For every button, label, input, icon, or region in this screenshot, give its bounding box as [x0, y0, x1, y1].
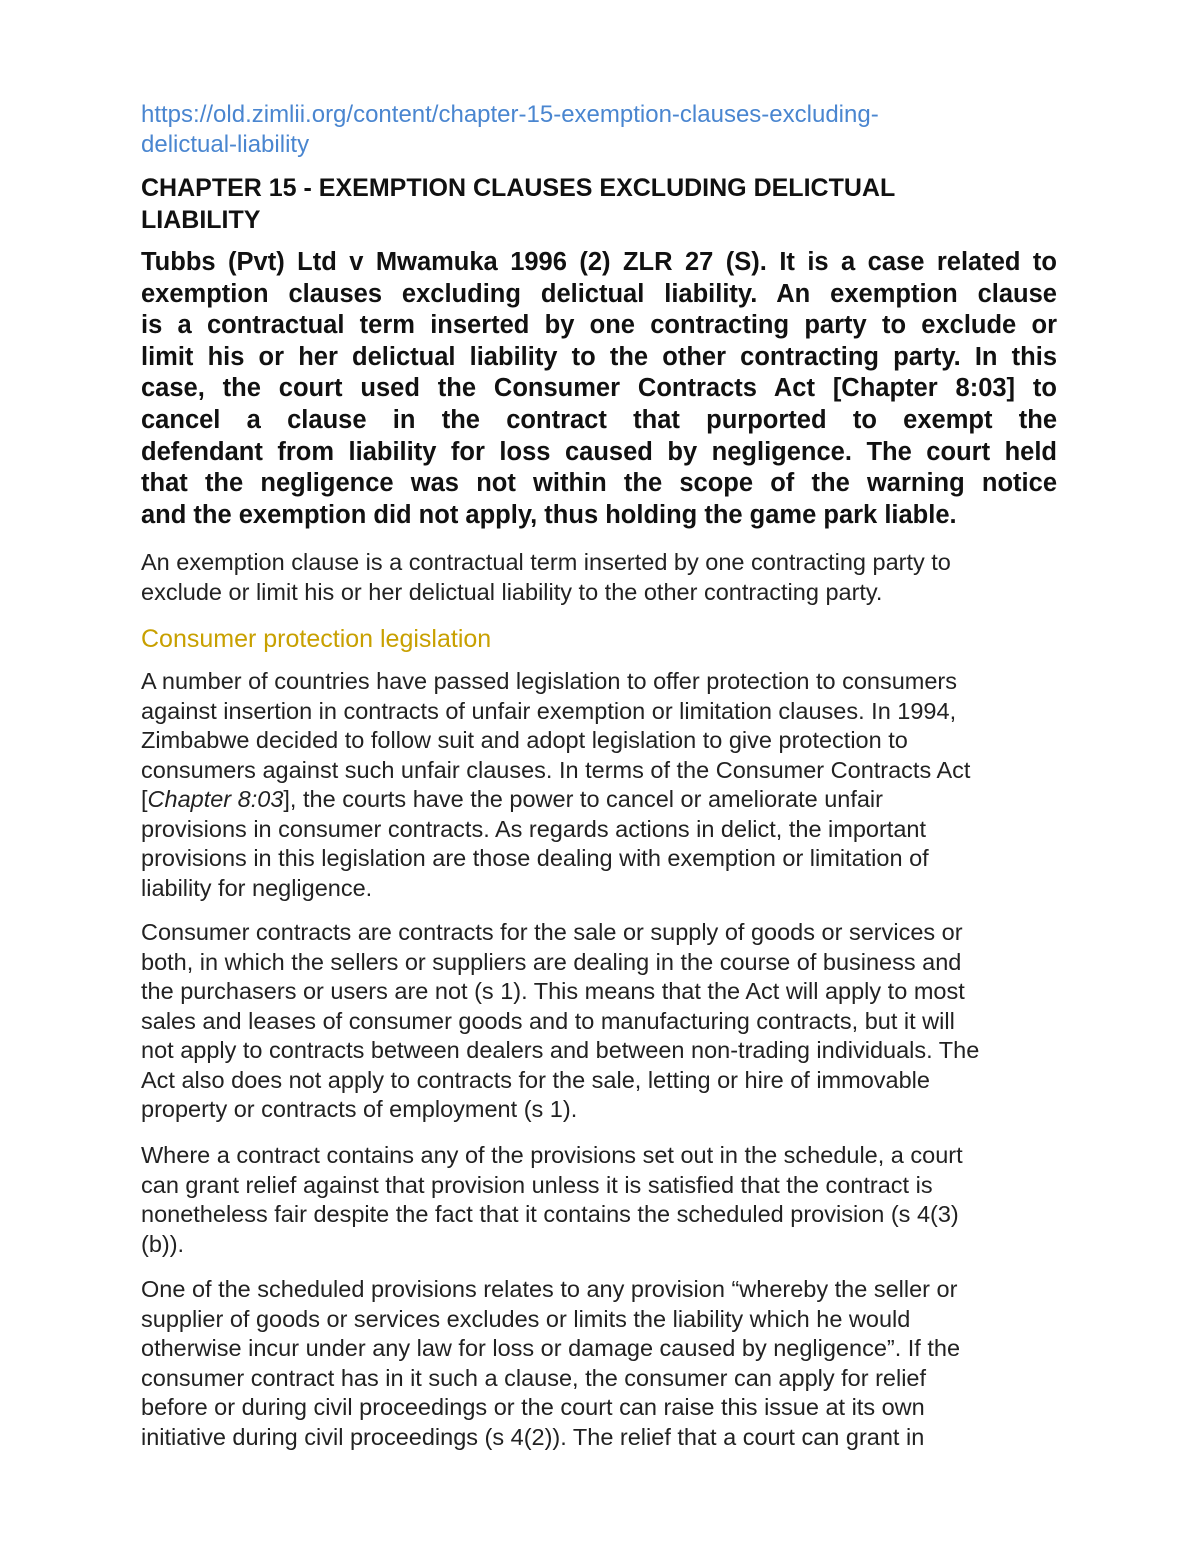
legislation-paragraph	[141, 667, 1057, 903]
text-line: that the negligence was not within the scope of the warning notice	[141, 469, 1057, 498]
text-line: cancel a clause in the contract that purported to exempt the	[141, 405, 1057, 434]
consumer-contracts-paragraph	[141, 918, 1057, 1125]
text-line: An exemption clause is a contractual term inserted by one contracting party to	[141, 549, 951, 575]
text-line: can grant relief against that provision unless it is satisfied that the contract is	[141, 1171, 933, 1198]
case-summary-paragraph	[141, 247, 1057, 531]
text-line: provisions in consumer contracts. As regards actions in delict, the important	[141, 815, 927, 842]
chapter-title-line: CHAPTER 15 - EXEMPTION CLAUSES EXCLUDING DELICTUAL	[141, 174, 896, 202]
text-line: case, the court used the Consumer Contracts Act [Chapter 8:03] to	[141, 374, 1057, 403]
text-line	[141, 785, 1057, 815]
text-line: consumers against such unfair clauses. In terms of the Consumer Contracts Act	[141, 756, 971, 783]
chapter-title-line: LIABILITY	[141, 206, 261, 234]
text-line: both, in which the sellers or suppliers are dealing in the course of business and	[141, 948, 962, 975]
text-fragment: ], the courts have the power to cancel or ameliorate unfair	[283, 786, 883, 812]
text-line: not apply to contracts between dealers and between non-trading individuals. The	[141, 1037, 980, 1063]
text-line: Where a contract contains any of the provisions set out in the schedule, a court	[141, 1142, 963, 1168]
text-line: One of the scheduled provisions relates to any provision “whereby the seller or	[141, 1276, 958, 1302]
chapter-title	[141, 172, 1057, 236]
text-line: sales and leases of consumer goods and to manufacturing contracts, but it will	[141, 1007, 955, 1034]
text-line: otherwise incur under any law for loss or damage caused by negligence”. If the	[141, 1335, 961, 1361]
text-line: and the exemption did not apply, thus holding the game park liable.	[141, 500, 957, 529]
text-line: before or during civil proceedings or the court can raise this issue at its own	[141, 1394, 925, 1420]
text-line: the purchasers or users are not (s 1). This means that the Act will apply to most	[141, 978, 965, 1004]
text-line: Tubbs (Pvt) Ltd v Mwamuka 1996 (2) ZLR 27 (S). It is a case related to	[141, 248, 1057, 276]
text-line: A number of countries have passed legislation to offer protection to consumers	[141, 668, 958, 694]
text-line: exclude or limit his or her delictual liability to the other contracting party.	[141, 578, 883, 605]
text-line: supplier of goods or services excludes or limits the liability which he would	[141, 1305, 911, 1332]
text-line: property or contracts of employment (s 1).	[141, 1096, 578, 1122]
text-line: against insertion in contracts of unfair exemption or limitation clauses. In 1994,	[141, 697, 957, 724]
section-heading: Consumer protection legislation	[141, 625, 492, 653]
text-line: exemption clauses excluding delictual liability. An exemption clause	[141, 279, 1057, 308]
source-link[interactable]	[141, 100, 1057, 160]
source-link-line[interactable]: delictual-liability	[141, 131, 310, 158]
schedule-paragraph	[141, 1141, 1057, 1259]
text-line: (b)).	[141, 1230, 185, 1257]
text-line: liability for negligence.	[141, 874, 373, 901]
text-line: initiative during civil proceedings (s 4(2)). The relief that a court can grant in	[141, 1423, 925, 1450]
definition-paragraph	[141, 548, 1057, 607]
text-line: nonetheless fair despite the fact that it contains the scheduled provision (s 4(3)	[141, 1201, 959, 1227]
bracket: [	[141, 786, 148, 812]
text-line: consumer contract has in it such a clause, the consumer can apply for relief	[141, 1364, 927, 1391]
scheduled-provisions-paragraph	[141, 1275, 1057, 1452]
text-line: provisions in this legislation are those dealing with exemption or limitation of	[141, 845, 929, 871]
text-line: is a contractual term inserted by one contracting party to exclude or	[141, 311, 1057, 340]
act-citation: Chapter 8:03	[147, 786, 284, 812]
text-line: Consumer contracts are contracts for the sale or supply of goods or services or	[141, 919, 963, 945]
source-link-line[interactable]: https://old.zimlii.org/content/chapter-15-exemption-clauses-excluding-	[141, 101, 879, 128]
text-line: limit his or her delictual liability to the other contracting party. In this	[141, 342, 1057, 371]
text-line: defendant from liability for loss caused by negligence. The court held	[141, 437, 1057, 466]
text-line: Zimbabwe decided to follow suit and adopt legislation to give protection to	[141, 727, 908, 753]
text-line: Act also does not apply to contracts for the sale, letting or hire of immovable	[141, 1066, 930, 1093]
